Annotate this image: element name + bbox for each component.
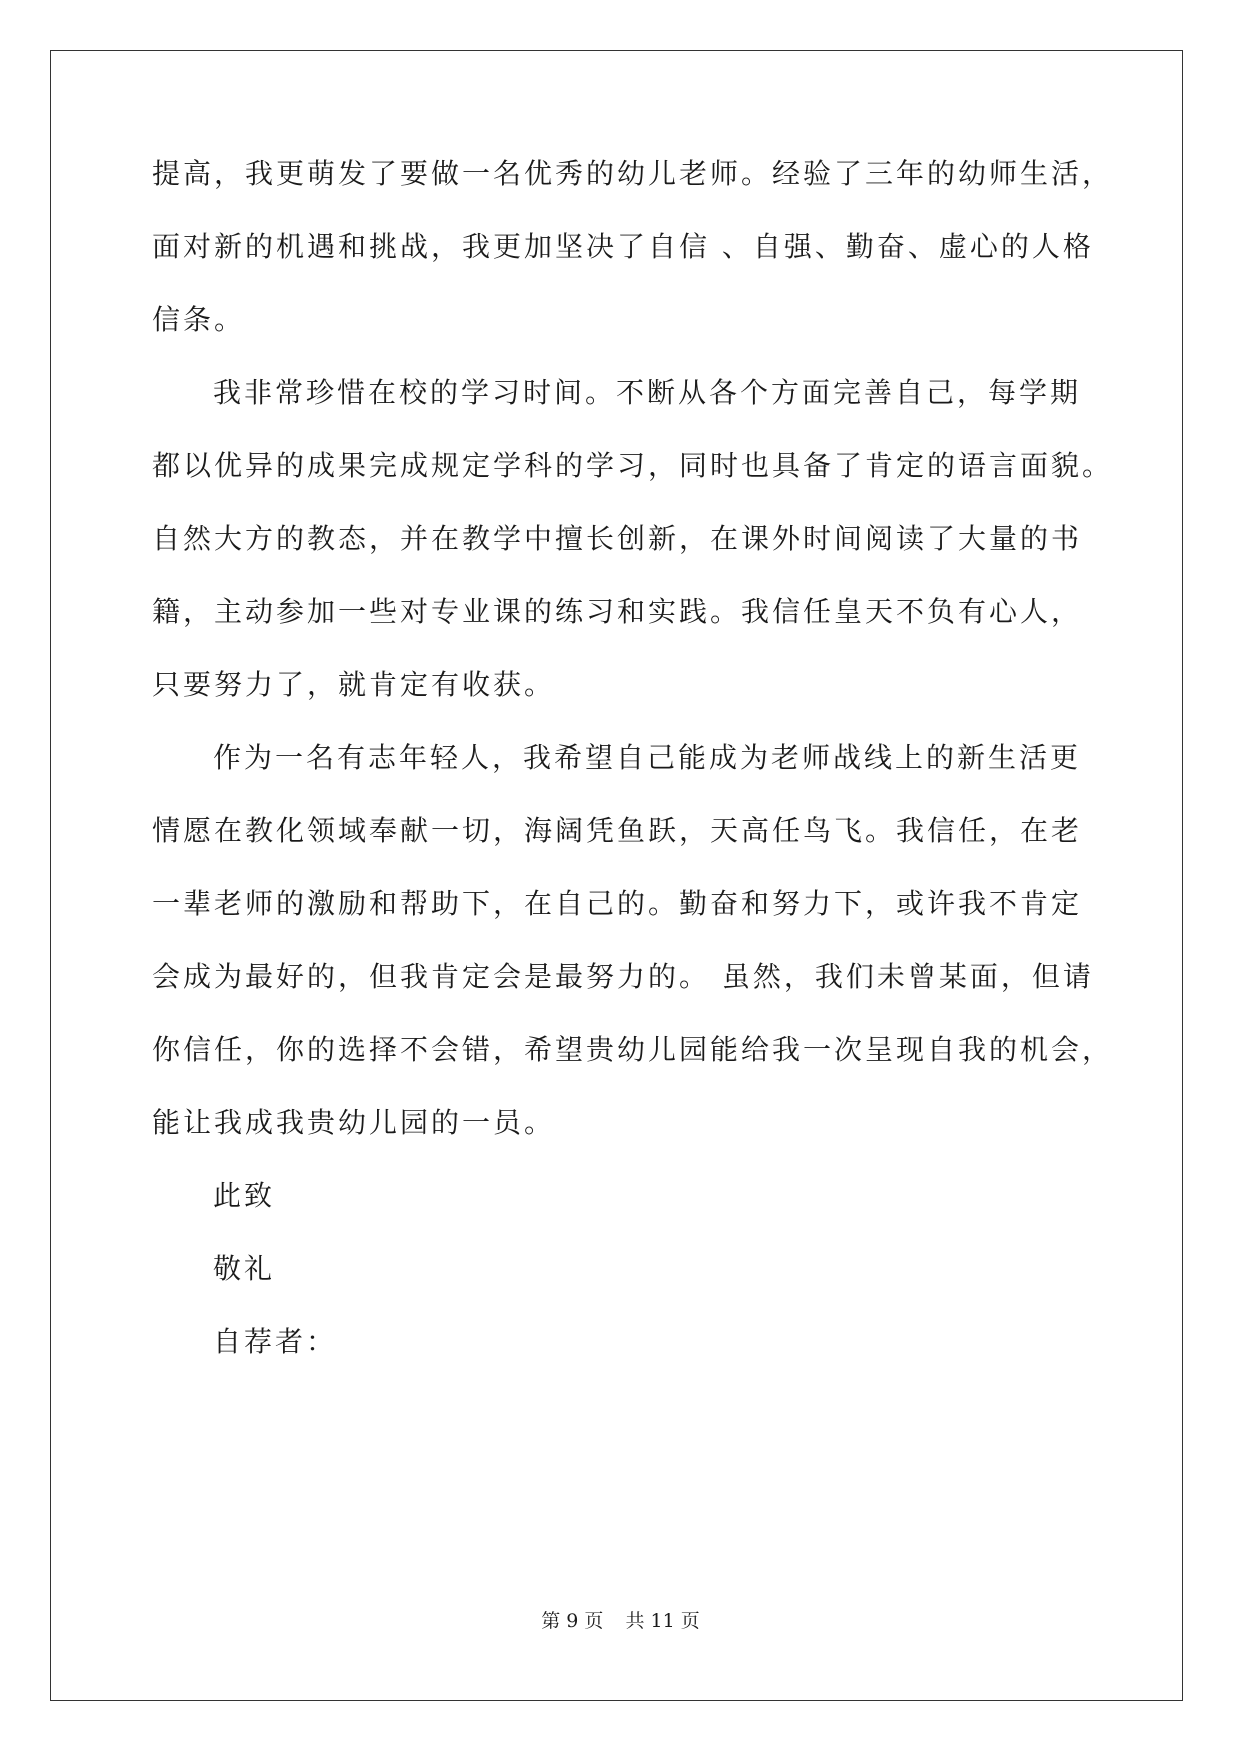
- body-line: 信条。: [152, 303, 246, 336]
- page-number: 第 9 页: [541, 1610, 604, 1632]
- paragraph-start-line: 作为一名有志年轻人，我希望自己能成为老师战线上的新生活更: [213, 741, 1082, 774]
- page-border: [50, 50, 1183, 1701]
- closing-salutation: 此致: [213, 1179, 276, 1212]
- body-line: 面对新的机遇和挑战，我更加坚决了自信 、自强、勤奋、虚心的人格: [152, 230, 1094, 263]
- body-line: 会成为最好的，但我肯定会是最努力的。 虽然，我们未曾某面，但请: [152, 960, 1094, 993]
- body-line: 提高，我更萌发了要做一名优秀的幼儿老师。经验了三年的幼师生活，: [152, 157, 1114, 190]
- body-line: 只要努力了，就肯定有收获。: [152, 668, 556, 701]
- closing-regards: 敬礼: [213, 1252, 276, 1285]
- body-line: 情愿在教化领域奉献一切，海阔凭鱼跃，天高任鸟飞。我信任，在老: [152, 814, 1083, 847]
- paragraph-start-line: 我非常珍惜在校的学习时间。不断从各个方面完善自己，每学期: [213, 376, 1082, 409]
- body-line: 一辈老师的激励和帮助下，在自己的。勤奋和努力下，或许我不肯定: [152, 887, 1083, 920]
- page-footer: [0, 1609, 1241, 1633]
- page-total: 共 11 页: [625, 1610, 700, 1632]
- body-line: 自然大方的教态，并在教学中擅长创新，在课外时间阅读了大量的书: [152, 522, 1083, 555]
- body-line: 能让我成我贵幼儿园的一员。: [152, 1106, 556, 1139]
- signature-label: 自荐者：: [213, 1325, 338, 1358]
- body-line: 都以优异的成果完成规定学科的学习，同时也具备了肯定的语言面貌。: [152, 449, 1114, 482]
- body-line: 你信任，你的选择不会错，希望贵幼儿园能给我一次呈现自我的机会，: [152, 1033, 1114, 1066]
- body-line: 籍，主动参加一些对专业课的练习和实践。我信任皇天不负有心人，: [152, 595, 1083, 628]
